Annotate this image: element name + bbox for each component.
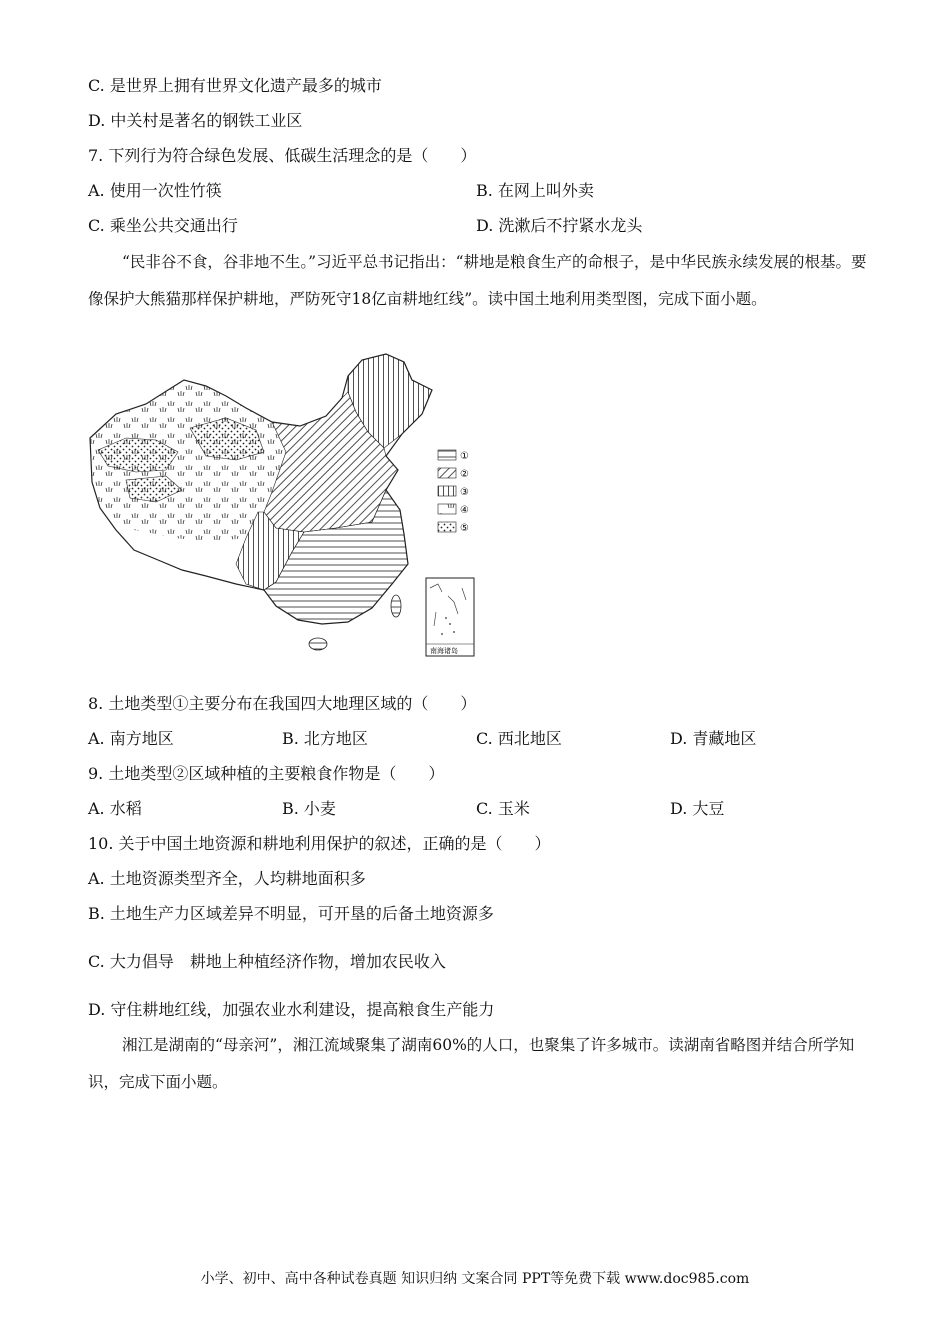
south-china-sea-inset (426, 578, 474, 656)
q7-stem: 7. 下列行为符合绿色发展、低碳生活理念的是（ ） (88, 146, 477, 165)
q10-option-a: A. 土地资源类型齐全，人均耕地面积多 (88, 869, 366, 888)
q9-stem: 9. 土地类型②区域种植的主要粮食作物是（ ） (88, 764, 445, 783)
legend-swatch-4 (438, 504, 456, 514)
q8-option-a: A. 南方地区 (88, 729, 174, 748)
q8-stem: 8. 土地类型①主要分布在我国四大地理区域的（ ） (88, 694, 477, 713)
intro-paragraph-farmland (88, 244, 868, 318)
q6-option-d: D. 中关村是著名的钢铁工业区 (88, 111, 303, 130)
legend-swatch-3 (438, 486, 456, 496)
page-footer: 小学、初中、高中各种试卷真题 知识归纳 文案合同 PPT等免费下载 www.doc985.com (200, 1271, 750, 1287)
q7-option-c: C. 乘坐公共交通出行 (88, 216, 238, 235)
hainan-island (309, 638, 327, 650)
legend-label-1: ① (460, 451, 469, 462)
map-legend (438, 450, 469, 534)
q8-option-d: D. 青藏地区 (670, 729, 757, 748)
taiwan-island (391, 595, 401, 617)
q10-stem: 10. 关于中国土地资源和耕地利用保护的叙述，正确的是（ ） (88, 834, 551, 853)
q10-option-d: D. 守住耕地红线，加强农业水利建设，提高粮食生产能力 (88, 1000, 495, 1019)
legend-label-5: ⑤ (460, 523, 469, 534)
q9-option-c: C. 玉米 (476, 799, 530, 818)
q9-option-a: A. 水稻 (88, 799, 142, 818)
q8-option-b: B. 北方地区 (282, 729, 368, 748)
intro-paragraph-xiangjiang-text: 湘江是湖南的“母亲河”，湘江流域聚集了湖南60%的人口，也聚集了许多城市。读湖南省略图并结合所学知识，完成下面小题。 (88, 1036, 855, 1091)
q9-option-b: B. 小麦 (282, 799, 336, 818)
china-land-use-map (86, 352, 478, 662)
intro-paragraph-xiangjiang (88, 1027, 868, 1101)
legend-swatch-1 (438, 450, 456, 460)
legend-label-3: ③ (460, 487, 469, 498)
q8-option-c: C. 西北地区 (476, 729, 562, 748)
q7-option-a: A. 使用一次性竹筷 (88, 181, 222, 200)
q7-option-d: D. 洗漱后不拧紧水龙头 (476, 216, 643, 235)
q9-option-d: D. 大豆 (670, 799, 725, 818)
q7-option-b: B. 在网上叫外卖 (476, 181, 594, 200)
legend-label-4: ④ (460, 505, 469, 516)
legend-swatch-5 (438, 522, 456, 532)
legend-swatch-2 (438, 468, 456, 478)
q10-option-b: B. 土地生产力区域差异不明显，可开垦的后备土地资源多 (88, 904, 494, 923)
q6-option-c: C. 是世界上拥有世界文化遗产最多的城市 (88, 76, 382, 95)
intro-paragraph-farmland-text: “民非谷不食，谷非地不生。”习近平总书记指出：“耕地是粮食生产的命根子，是中华民族永续发展的根基。要像保护大熊猫那样保护耕地，严防死守18亿亩耕地红线”。读中国土地利用类型图，完成下面小题。 (88, 253, 867, 308)
legend-label-2: ② (460, 469, 469, 480)
inset-label: 南海诸岛 (430, 647, 458, 655)
q10-option-c: C. 大力倡导 耕地上种植经济作物，增加农民收入 (88, 952, 446, 971)
